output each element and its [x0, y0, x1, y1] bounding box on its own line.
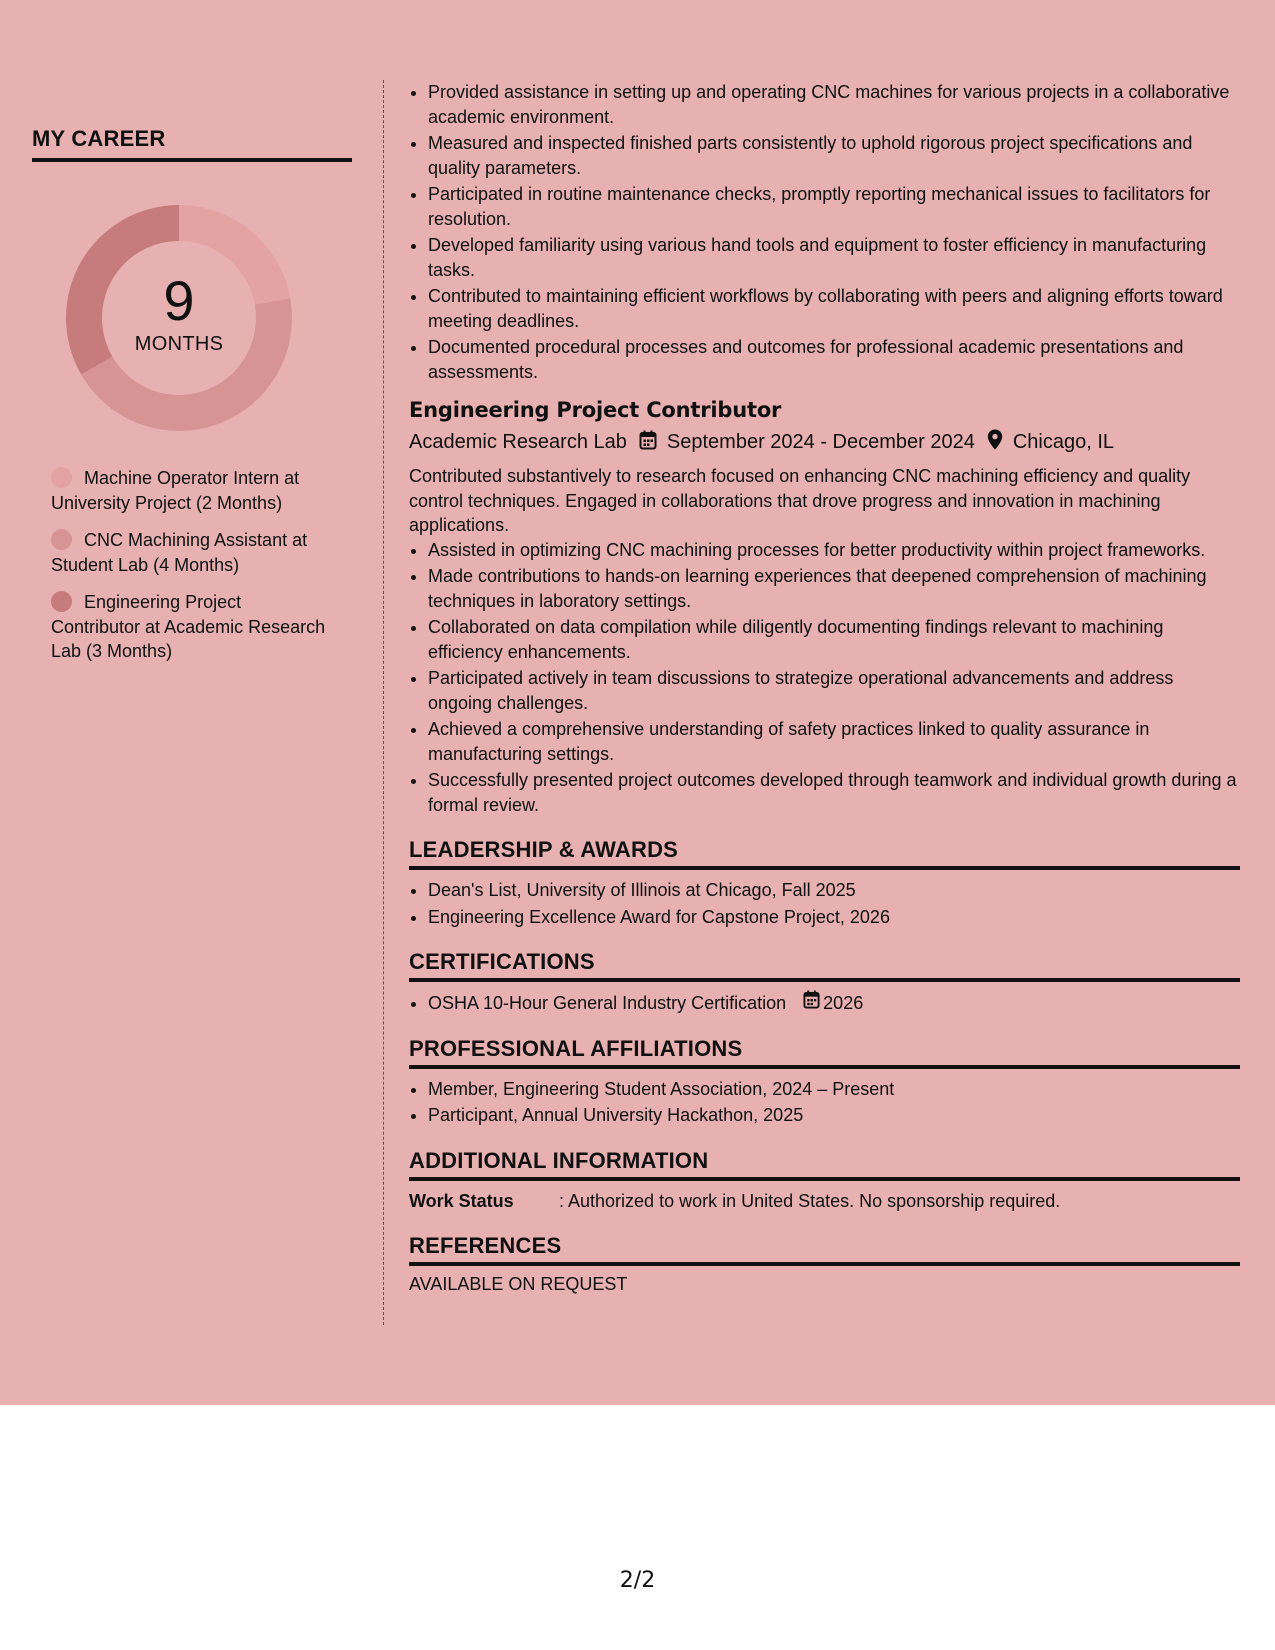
list-item: • Participated in routine maintenance checks, promptly reporting mechanical issues to facilitators for resolution. [428, 182, 1240, 231]
list-item: • Documented procedural processes and outcomes for professional academic presentations and assessments. [428, 335, 1240, 384]
leadership-list [409, 878, 1240, 929]
job-organization: Academic Research Lab [409, 431, 627, 453]
references-heading: REFERENCES [409, 1233, 1240, 1266]
job-bullets [409, 538, 1240, 818]
list-item: • Measured and inspected finished parts consistently to uphold rigorous project specifications and quality parameters. [428, 131, 1240, 180]
legend-label: Engineering Project Contributor at Academic Research Lab (3 Months) [51, 592, 326, 661]
work-status-row [409, 1189, 1240, 1214]
list-item: • Dean's List, University of Illinois at Chicago, Fall 2025 [428, 878, 1240, 903]
list-item [428, 990, 1240, 1016]
donut-total-value: 9 [163, 268, 195, 332]
list-item: • Successfully presented project outcomes developed through teamwork and individual growth during a formal review. [428, 768, 1240, 817]
certifications-heading: CERTIFICATIONS [409, 949, 1240, 982]
certification-name: OSHA 10-Hour General Industry Certification [428, 993, 787, 1013]
leadership-heading: LEADERSHIP & AWARDS [409, 837, 1240, 870]
legend-dot [51, 467, 72, 488]
list-item: • Collaborated on data compilation while diligently documenting findings relevant to machining efficiency enhancements. [428, 615, 1240, 664]
career-heading: MY CAREER [32, 126, 352, 162]
job-location: Chicago, IL [1012, 431, 1115, 453]
job-meta [409, 429, 1240, 456]
work-status-label: Work Status [409, 1190, 514, 1211]
list-item: • Member, Engineering Student Association, 2024 – Present [428, 1077, 1240, 1102]
list-item: • Assisted in optimizing CNC machining processes for better productivity within project frameworks. [428, 538, 1240, 563]
right-column [409, 80, 1240, 1295]
list-item: • Participated actively in team discussions to strategize operational advancements and address ongoing challenges. [428, 666, 1240, 715]
list-item: • Developed familiarity using various hand tools and equipment to foster efficiency in manufacturing tasks. [428, 233, 1240, 282]
list-item: • Achieved a comprehensive understanding of safety practices linked to quality assurance in manufacturing settings. [428, 717, 1240, 766]
column-divider [383, 80, 384, 1325]
affiliations-list [409, 1077, 1240, 1128]
job-title: Engineering Project Contributor [409, 398, 782, 422]
legend-dot [51, 591, 72, 612]
donut-center [66, 205, 292, 431]
work-status-value: : Authorized to work in United States. No sponsorship required. [559, 1190, 1061, 1211]
legend-label: Machine Operator Intern at University Project (2 Months) [51, 468, 300, 513]
list-item: • Made contributions to hands-on learning experiences that deepened comprehension of machining techniques in laboratory settings. [428, 564, 1240, 613]
legend-label: CNC Machining Assistant at Student Lab (4 Months) [51, 530, 308, 575]
job-dates: September 2024 - December 2024 [666, 431, 975, 453]
affiliations-heading: PROFESSIONAL AFFILIATIONS [409, 1036, 1240, 1069]
references-text: AVAILABLE ON REQUEST [409, 1274, 628, 1294]
previous-job-bullets [409, 80, 1240, 384]
career-donut-chart [66, 205, 292, 431]
calendar-icon [639, 430, 657, 456]
legend-dot [51, 529, 72, 550]
list-item: • Provided assistance in setting up and operating CNC machines for various projects in a collaborative academic environment. [428, 80, 1240, 129]
donut-total-unit: MONTHS [134, 332, 224, 355]
legend-item [51, 466, 331, 515]
legend-item [51, 590, 331, 664]
certifications-list [409, 990, 1240, 1016]
map-pin-icon [987, 429, 1003, 456]
job-description: Contributed substantively to research focused on enhancing CNC machining efficiency and quality control techniques. Engaged in collaborations that drove progress and innovation in machining applications. [409, 466, 1191, 535]
legend-item [51, 528, 331, 577]
list-item: • Participant, Annual University Hackathon, 2025 [428, 1103, 1240, 1128]
list-item: • Engineering Excellence Award for Capstone Project, 2026 [428, 905, 1240, 930]
certification-date-text: 2026 [823, 992, 864, 1013]
list-item: • Contributed to maintaining efficient workflows by collaborating with peers and aligning efforts toward meeting deadlines. [428, 284, 1240, 333]
page-number: 2/2 [619, 1568, 656, 1593]
additional-info-heading: ADDITIONAL INFORMATION [409, 1148, 1240, 1181]
calendar-icon [803, 990, 823, 1016]
certification-date [803, 990, 863, 1016]
career-legend [51, 466, 331, 677]
